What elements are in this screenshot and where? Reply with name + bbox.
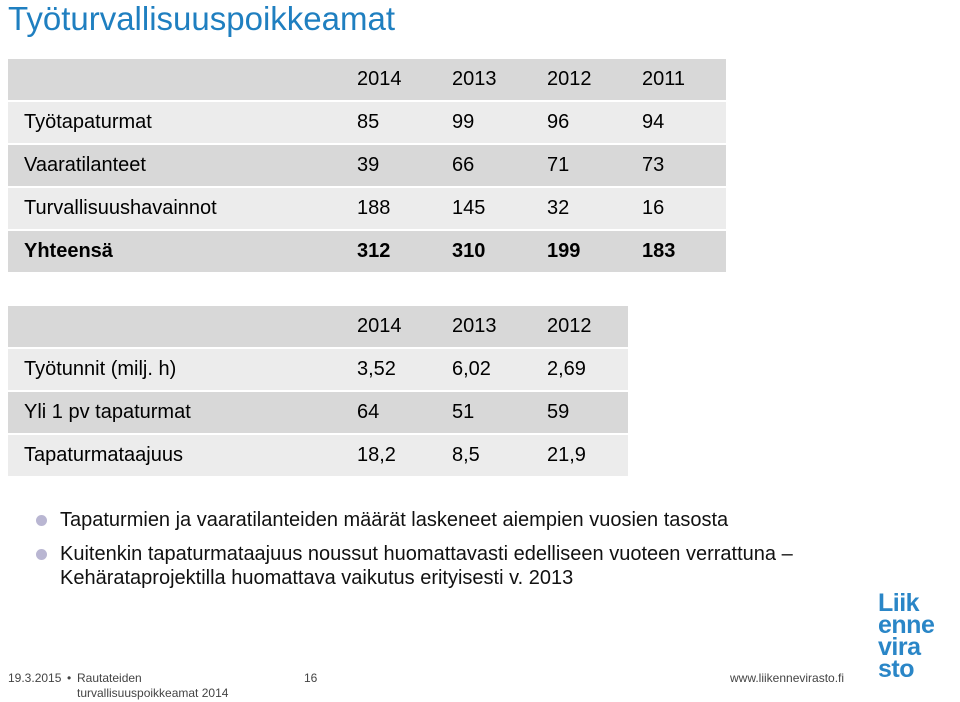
table-cell: 71 (533, 145, 628, 186)
bullet-dot-icon (36, 549, 47, 560)
table-cell: Vaaratilanteet (8, 145, 343, 186)
table-header-cell: 2013 (438, 306, 533, 347)
bullet-item (32, 508, 892, 532)
table-row (8, 349, 628, 390)
footer-url: www.liikennevirasto.fi (730, 671, 845, 685)
table-row (8, 435, 628, 476)
logo-line: sto (878, 655, 914, 683)
table-cell: Yli 1 pv tapaturmat (8, 392, 343, 433)
footer-title-line: Rautateiden (77, 671, 142, 685)
table-header-cell: 2014 (343, 306, 438, 347)
footer-title-line: turvallisuuspoikkeamat 2014 (77, 686, 229, 700)
table-cell: 8,5 (438, 435, 533, 476)
frequency-table (8, 304, 628, 478)
bullet-list (32, 508, 892, 600)
footer-title (77, 671, 228, 701)
logo-line: vira (878, 633, 921, 661)
table-cell: 39 (343, 145, 438, 186)
table-cell: 99 (438, 102, 533, 143)
table-cell: 312 (343, 231, 438, 272)
table-cell: 73 (628, 145, 726, 186)
table-cell: Työtunnit (milj. h) (8, 349, 343, 390)
table-header-cell: 2011 (628, 59, 726, 100)
bullet-dot-icon (36, 515, 47, 526)
liikennevirasto-logo (878, 589, 958, 683)
table-header-cell: 2012 (533, 59, 628, 100)
table-cell: 2,69 (533, 349, 628, 390)
table-cell: 3,52 (343, 349, 438, 390)
table-header-cell (8, 59, 343, 100)
table-cell: Tapaturmataajuus (8, 435, 343, 476)
table-cell: Työtapaturmat (8, 102, 343, 143)
footer-separator-dot-icon: • (67, 671, 72, 685)
table-row (8, 188, 726, 229)
table-cell: 51 (438, 392, 533, 433)
bullet-text: Kuitenkin tapaturmataajuus noussut huomattavasti edelliseen vuoteen verrattuna – Kehärataprojektilla huomattava vaikutus erityisesti v. 2013 (60, 543, 793, 589)
table-cell: 21,9 (533, 435, 628, 476)
table-cell: 64 (343, 392, 438, 433)
bullet-text: Tapaturmien ja vaaratilanteiden määrät laskeneet aiempien vuosien tasosta (60, 509, 729, 531)
logo-line: enne (878, 611, 935, 639)
table-cell: 85 (343, 102, 438, 143)
logo-line: Liik (878, 589, 920, 617)
table-cell: 94 (628, 102, 726, 143)
table-cell: 199 (533, 231, 628, 272)
table-cell: 32 (533, 188, 628, 229)
table-header-row (8, 306, 628, 347)
bullet-item (32, 542, 892, 590)
table-cell: 96 (533, 102, 628, 143)
table-cell: 145 (438, 188, 533, 229)
table-cell: 16 (628, 188, 726, 229)
table-header-cell: 2012 (533, 306, 628, 347)
table-header-cell: 2013 (438, 59, 533, 100)
table-row (8, 102, 726, 143)
table-cell: Yhteensä (8, 231, 343, 272)
incident-table (8, 57, 726, 274)
table-cell: 18,2 (343, 435, 438, 476)
table-cell: 310 (438, 231, 533, 272)
table-cell: Turvallisuushavainnot (8, 188, 343, 229)
footer-page-number: 16 (304, 671, 318, 685)
table-header-row (8, 59, 726, 100)
footer-date: 19.3.2015 (8, 671, 62, 685)
table-row (8, 145, 726, 186)
table-row (8, 392, 628, 433)
table-cell: 66 (438, 145, 533, 186)
table-cell: 59 (533, 392, 628, 433)
table-header-cell: 2014 (343, 59, 438, 100)
slide-title: Työturvallisuuspoikkeamat (8, 0, 396, 37)
table-cell: 188 (343, 188, 438, 229)
table-cell: 6,02 (438, 349, 533, 390)
table-header-cell (8, 306, 343, 347)
table-total-row (8, 231, 726, 272)
table-cell: 183 (628, 231, 726, 272)
